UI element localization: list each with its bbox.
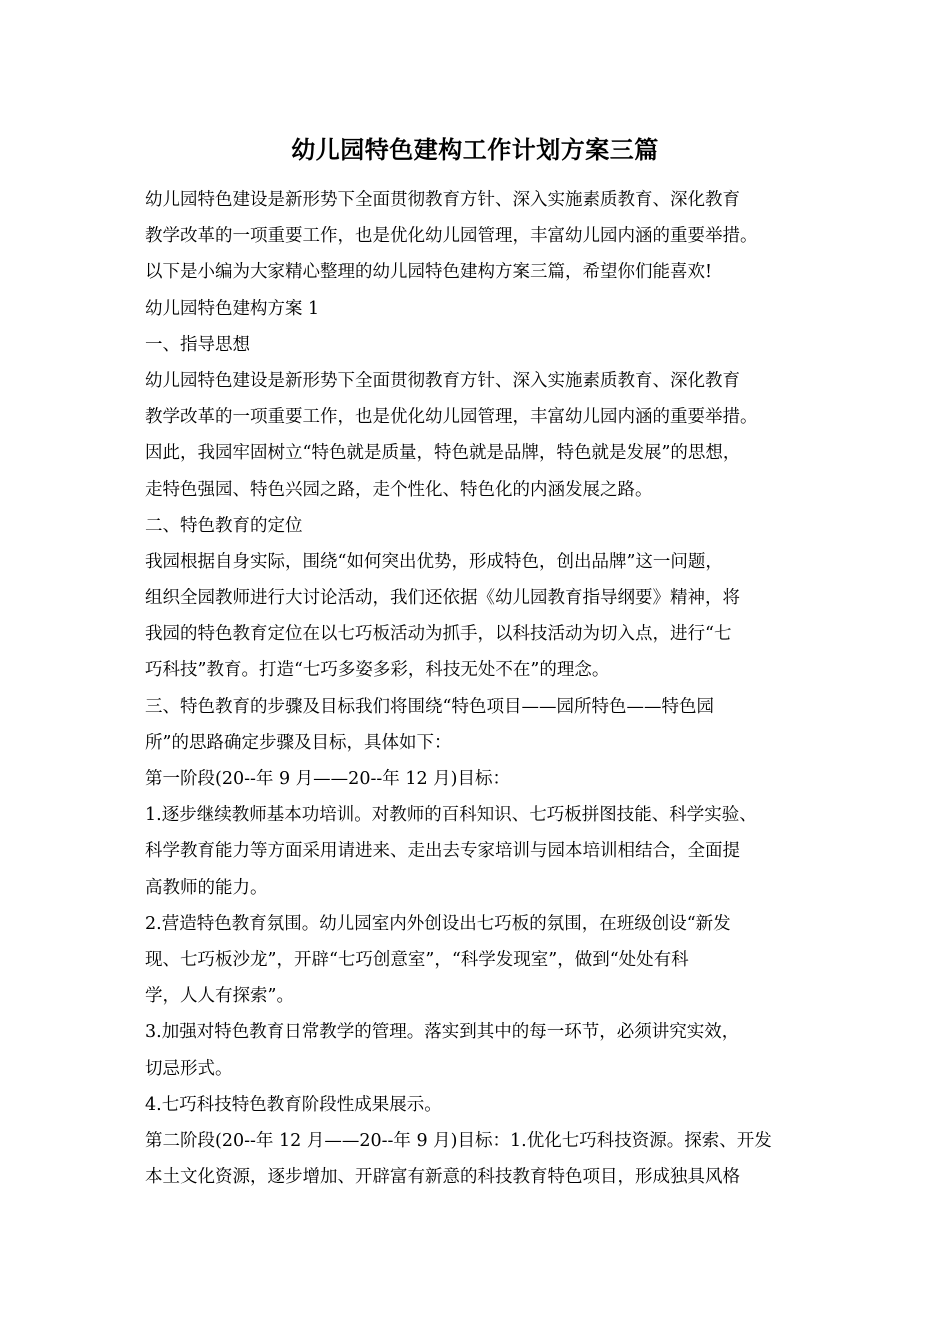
body-line: 现、七巧板沙龙”，开辟“七巧创意室”，“科学发现室”，做到“处处有科 <box>145 949 689 970</box>
body-line: 组织全园教师进行大讨论活动，我们还依据《幼儿园教育指导纲要》精神，将 <box>145 588 740 609</box>
body-line: 本土文化资源，逐步增加、开辟富有新意的科技教育特色项目，形成独具风格 <box>145 1167 740 1188</box>
section-heading-guiding-ideology: 一、指导思想 <box>145 334 250 355</box>
document-body <box>145 182 825 1195</box>
stage-one-heading: 第一阶段(20--年 9 月——20--年 12 月)目标： <box>145 769 510 789</box>
body-line: 切忌形式。 <box>145 1058 233 1079</box>
body-line: 教学改革的一项重要工作，也是优化幼儿园管理，丰富幼儿园内涵的重要举措。 <box>145 407 758 428</box>
body-line: 幼儿园特色建设是新形势下全面贯彻教育方针、深入实施素质教育、深化教育 <box>145 190 740 210</box>
body-line: 科学教育能力等方面采用请进来、走出去专家培训与园本培训相结合，全面提 <box>145 841 740 862</box>
body-line: 学，人人有探索”。 <box>145 986 294 1007</box>
body-line: 2.营造特色教育氛围。幼儿园室内外创设出七巧板的氛围，在班级创设“新发 <box>145 913 731 934</box>
body-line: 幼儿园特色建设是新形势下全面贯彻教育方针、深入实施素质教育、深化教育 <box>145 370 740 391</box>
stage-two-heading: 第二阶段(20--年 12 月——20--年 9 月)目标：1.优化七巧科技资源。探索、开发 <box>145 1130 772 1151</box>
body-line: 走特色强园、特色兴园之路，走个性化、特色化的内涵发展之路。 <box>145 479 653 500</box>
body-line: 所”的思路确定步骤及目标，具体如下： <box>145 732 452 753</box>
body-line: 以下是小编为大家精心整理的幼儿园特色建构方案三篇，希望你们能喜欢! <box>145 262 713 283</box>
body-line: 4.七巧科技特色教育阶段性成果展示。 <box>145 1094 442 1115</box>
body-line: 3.加强对特色教育日常教学的管理。落实到其中的每一环节，必须讲究实效， <box>145 1022 740 1043</box>
section-heading-plan-1: 幼儿园特色建构方案 1 <box>145 298 320 319</box>
section-heading-positioning: 二、特色教育的定位 <box>145 515 303 536</box>
body-line: 巧科技”教育。打造“七巧多姿多彩，科技无处不在”的理念。 <box>145 660 610 681</box>
section-heading-steps: 三、特色教育的步骤及目标我们将围绕“特色项目——园所特色——特色园 <box>145 696 714 717</box>
body-line: 高教师的能力。 <box>145 877 268 898</box>
body-line: 因此，我园牢固树立“特色就是质量，特色就是品牌，特色就是发展”的思想， <box>145 443 741 464</box>
body-line: 我园根据自身实际，围绕“如何突出优势，形成特色，创出品牌”这一问题， <box>145 551 723 572</box>
body-line: 1.逐步继续教师基本功培训。对教师的百科知识、七巧板拼图技能、科学实验、 <box>145 805 757 826</box>
document-title: 幼儿园特色建构工作计划方案三篇 <box>291 135 659 164</box>
body-line: 教学改革的一项重要工作，也是优化幼儿园管理，丰富幼儿园内涵的重要举措。 <box>145 226 758 247</box>
body-line: 我园的特色教育定位在以七巧板活动为抓手，以科技活动为切入点，进行“七 <box>145 624 732 645</box>
